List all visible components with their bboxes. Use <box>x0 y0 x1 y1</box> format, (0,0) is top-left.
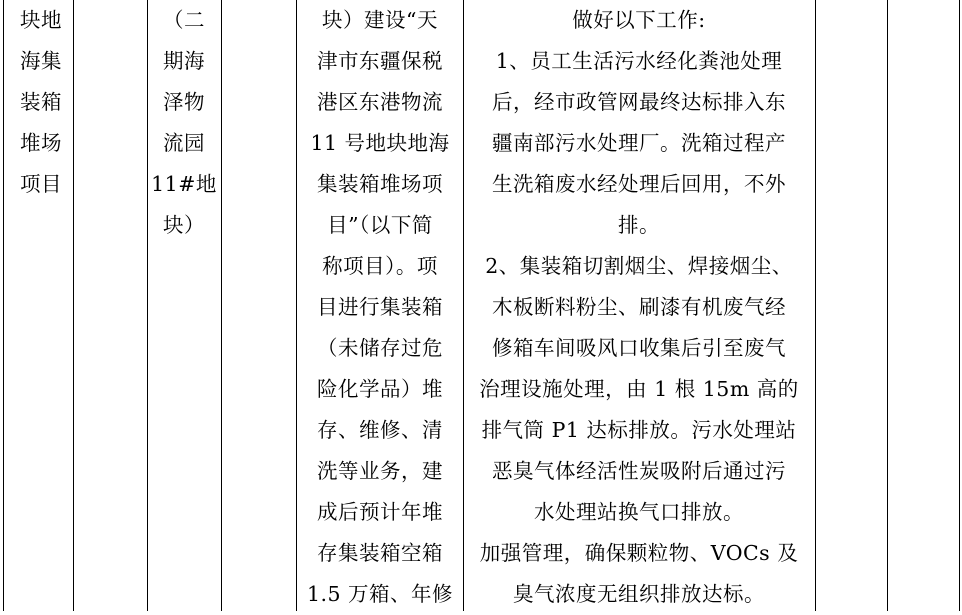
description-line: 目进行集装箱 <box>317 295 443 319</box>
measures-line: 排。 <box>618 213 660 237</box>
description-line: 港区东港物流 <box>317 90 443 114</box>
measures-line: 疆南部污水处理厂。洗箱过程产 <box>492 131 786 155</box>
description-cell <box>298 0 462 615</box>
project-name-line: 块地 <box>20 8 62 32</box>
description-line: 称项目）。项 <box>322 254 438 278</box>
measures-line: 水处理站换气口排放。 <box>534 500 744 524</box>
measures-line: 臭气浓度无组织排放达标。 <box>513 582 765 606</box>
measures-line: 后，经市政管网最终达标排入东 <box>492 90 786 114</box>
description-line: （未储存过危 <box>317 336 443 360</box>
column-border-6 <box>815 0 816 611</box>
project-name-line: 海集 <box>20 49 62 73</box>
description-line: 存、维修、清 <box>317 418 443 442</box>
description-line: 洗等业务，建 <box>317 459 443 483</box>
measures-cell <box>464 0 814 615</box>
project-name-line: 装箱 <box>20 90 62 114</box>
location-cell <box>148 0 220 246</box>
description-line: 1.5 万箱、年修 <box>306 582 454 606</box>
project-name-cell <box>4 0 72 205</box>
description-line: 目”（以下简 <box>327 213 433 237</box>
description-line: 津市东疆保税 <box>317 49 443 73</box>
measures-line: 1、员工生活污水经化粪池处理 <box>495 49 783 73</box>
description-line: 成后预计年堆 <box>317 500 443 524</box>
location-line: 流园 <box>163 131 205 155</box>
column-border-3 <box>221 0 222 611</box>
location-line: 11#地 <box>151 172 217 196</box>
measures-line: 恶臭气体经活性炭吸附后通过污 <box>492 459 786 483</box>
location-line: 块） <box>163 213 205 237</box>
column-border-1 <box>73 0 74 611</box>
description-line: 11 号地块地海 <box>310 131 450 155</box>
project-name-line: 项目 <box>20 172 62 196</box>
measures-line: 治理设施处理，由 1 根 15m 高的 <box>479 377 799 401</box>
location-line: （二 <box>163 8 205 32</box>
location-line: 泽物 <box>163 90 205 114</box>
measures-line: 做好以下工作: <box>572 8 706 32</box>
measures-line: 排气筒 P1 达标排放。污水处理站 <box>481 418 797 442</box>
column-border-8 <box>959 0 960 611</box>
measures-line: 修箱车间吸风口收集后引至废气 <box>492 336 786 360</box>
location-line: 期海 <box>163 49 205 73</box>
description-line: 险化学品）堆 <box>317 377 443 401</box>
measures-line: 2、集装箱切割烟尘、焊接烟尘、 <box>485 254 793 278</box>
description-line: 集装箱堆场项 <box>317 172 443 196</box>
measures-line: 加强管理，确保颗粒物、VOCs 及 <box>479 541 799 565</box>
measures-line: 木板断料粉尘、刷漆有机废气经 <box>492 295 786 319</box>
project-name-line: 堆场 <box>20 131 62 155</box>
description-line: 存集装箱空箱 <box>317 541 443 565</box>
column-border-4 <box>296 0 297 611</box>
description-line: 块）建设“天 <box>322 8 438 32</box>
measures-line: 生洗箱废水经处理后回用，不外 <box>492 172 786 196</box>
column-border-7 <box>887 0 888 611</box>
